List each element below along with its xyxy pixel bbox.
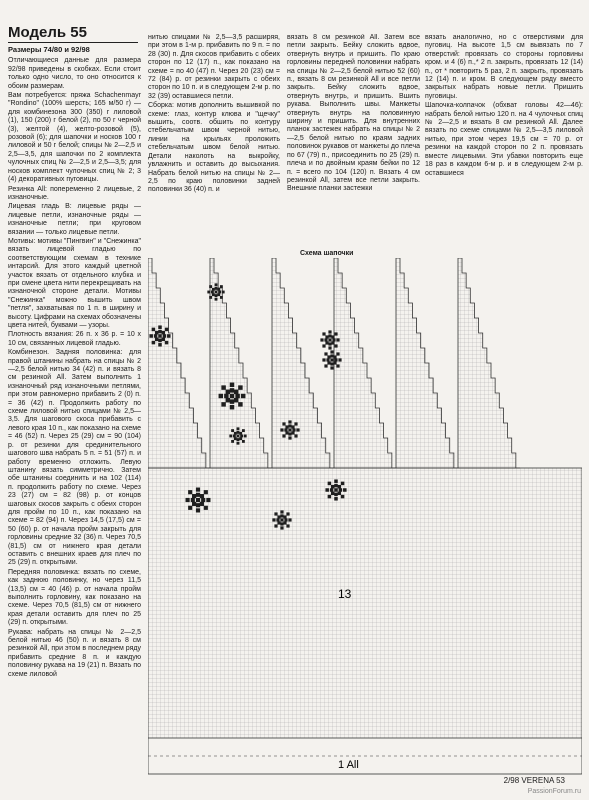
motif-stitch [325, 335, 328, 338]
motif-stitch [274, 524, 277, 527]
motif-stitch [322, 344, 325, 347]
motif-stitch [231, 429, 234, 432]
snowflake-motif [320, 330, 339, 349]
motif-stitch [237, 427, 240, 430]
motif-stitch [188, 506, 192, 510]
motif-stitch [341, 495, 345, 499]
motif-stitch [219, 394, 223, 398]
motif-stitch [328, 338, 331, 341]
motif-stitch [158, 343, 162, 347]
motif-stitch [162, 331, 166, 335]
motif-stitch [192, 494, 196, 498]
motif-stitch [215, 291, 218, 294]
chart-peak [458, 258, 520, 468]
instructions-column-1 [8, 46, 141, 736]
motif-stitch [204, 506, 208, 510]
motif-stitch [274, 512, 277, 515]
motif-stitch [288, 518, 291, 521]
motif-stitch [220, 285, 223, 288]
motif-stitch [280, 514, 283, 517]
motif-stitch [239, 437, 242, 440]
paragraph: Рукава: набрать на спицы № 2—2,5 белой нитью 46 (50) п. и вязать 8 см резинкой All, при этом в последнем ряду прибавить средние 8 п. и каждую половинку рукава на 19 (21) п. Вязать по схеме лиловой [8, 628, 141, 678]
motif-stitch [325, 488, 329, 492]
motif-stitch [238, 402, 242, 406]
motif-stitch [280, 526, 283, 529]
motif-stitch [328, 495, 332, 499]
sizes-line: Размеры 74/80 и 92/98 [8, 46, 90, 54]
motif-stitch [336, 364, 339, 367]
motif-stitch [330, 488, 334, 492]
motif-stitch [284, 428, 287, 431]
motif-stitch [165, 328, 169, 332]
motif-stitch [237, 435, 240, 438]
motif-stitch [230, 394, 234, 398]
motif-stitch [230, 383, 234, 387]
motif-stitch [237, 442, 240, 445]
page-footer: 2/98 VERENA 53 [503, 776, 565, 785]
motif-stitch [163, 334, 167, 338]
motif-stitch [334, 484, 338, 488]
motif-stitch [204, 490, 208, 494]
instructions-column-4 [425, 34, 583, 279]
motif-stitch [294, 422, 297, 425]
rib-band [148, 738, 582, 774]
motif-stitch [286, 512, 289, 515]
motif-stitch [242, 440, 245, 443]
motif-stitch [167, 334, 171, 338]
motif-stitch [192, 502, 196, 506]
motif-stitch [162, 338, 166, 342]
motif-stitch [234, 432, 237, 435]
motif-stitch [280, 522, 283, 525]
motif-stitch [333, 355, 336, 358]
motif-stitch [230, 388, 234, 392]
motif-stitch [286, 524, 289, 527]
motif-stitch [320, 338, 323, 341]
motif-stitch [241, 394, 245, 398]
motif-stitch [234, 437, 237, 440]
paragraph: вязать 8 см резинкой All. Затем все петли закрыть. Бейку сложить вдвое, отвернуть внутрь и пришить. По краю горловины передней половинки набрать на спицы № 2—2,5 белой нитью 52 (60) п., вязать 8 см резинкой All и все петли закрыть. Бейку сложить вдвое, отвернуть внутрь, и пришить. Вшить рукава. Выполнить швы. Манжеты отвернуть внутрь на половинную ширину и пришить. Для внутренних планок застежек набрать на спицы № 2—2,5 белой нитью по краям задних половинок рукавов от манжеты до плеча по 67 (79) п., присоединить по 25 (29) п. плеча и по двойным краям бейки по 12 п. = всего по 104 (120) п. Вязать 4 см резинкой All, затем все петли закрыть. Внешние планки застежки [287, 34, 420, 193]
motif-stitch [338, 492, 342, 496]
snowflake-motif [322, 350, 341, 369]
motif-stitch [333, 361, 336, 364]
motif-stitch [338, 485, 342, 489]
hat-knitting-chart [148, 258, 582, 778]
chart-peak [272, 258, 334, 468]
motif-stitch [334, 479, 338, 483]
motif-stitch [158, 330, 162, 334]
motif-stitch [188, 490, 192, 494]
motif-stitch [334, 344, 337, 347]
motif-stitch [331, 485, 335, 489]
motif-stitch [229, 435, 232, 438]
chart-peak [334, 258, 396, 468]
motif-stitch [226, 398, 230, 402]
motif-stitch [288, 428, 291, 431]
snowflake-motif [149, 325, 170, 346]
motif-stitch [330, 366, 333, 369]
watermark: PassionForum.ru [527, 788, 581, 795]
paragraph: Сборка: мотив дополнить вышивкой по схеме: глаз, контур клюва и "щечку" вышить, соотв. обшить по контуру стебельчатым швом черной нитью, линии на крыльях проложить стебельчатым швом белой нитью. Детали наколоть на выкройку, увлажнить и оставить до высыхания. Набрать белой нитью на спицы № 2—2,5 по краю половинки задней половинки 36 (40) п. и [148, 102, 280, 194]
paragraph: Отличающиеся данные для размера 92/98 приведены в скобках. Если стоит только одно число, то оно относится к обоим размерам. [8, 57, 141, 90]
motif-stitch [334, 358, 337, 361]
motif-stitch [330, 354, 333, 357]
motif-stitch [294, 434, 297, 437]
motif-stitch [165, 341, 169, 345]
motif-stitch [327, 361, 330, 364]
motif-stitch [218, 291, 221, 294]
motif-stitch [343, 488, 347, 492]
motif-stitch [282, 434, 285, 437]
motif-stitch [285, 425, 288, 428]
motif-stitch [328, 346, 331, 349]
motif-stitch [331, 335, 334, 338]
motif-stitch [291, 431, 294, 434]
motif-stitch [288, 432, 291, 435]
motif-stitch [334, 488, 338, 492]
motif-stitch [191, 498, 195, 502]
motif-stitch [277, 515, 280, 518]
motif-stitch [328, 482, 332, 486]
motif-stitch [277, 521, 280, 524]
motif-stitch [196, 498, 200, 502]
snowflake-motif [207, 283, 224, 300]
motif-stitch [341, 482, 345, 486]
motif-stitch [222, 291, 225, 294]
motif-stitch [324, 364, 327, 367]
snowflake-motif [272, 510, 291, 529]
paragraph: Шапочка-колпачок (обхват головы 42—46): набрать белой нитью 120 п. на 4 чулочных спиц № 2—2,5 и вязать 8 см резинкой All. Далее вязать по схеме спицами № 2,5—3,5 лиловой нитью, при этом через 19,5 см = 70 р. от резинки на каждой сторон по 2 п. провязать вместе лицевыми. Эти убавки повторить еще 18 раз в каждом 6-м р. и в следующем 2-м р. оставшиеся [425, 102, 583, 177]
motif-stitch [324, 338, 327, 341]
motif-stitch [231, 440, 234, 443]
motif-stitch [207, 291, 210, 294]
motif-stitch [211, 291, 214, 294]
motif-stitch [285, 431, 288, 434]
motif-stitch [217, 293, 220, 296]
motif-stitch [283, 521, 286, 524]
motif-stitch [235, 394, 239, 398]
motif-stitch [280, 428, 283, 431]
motif-stitch [212, 293, 215, 296]
motif-stitch [233, 435, 236, 438]
motif-stitch [336, 352, 339, 355]
motif-stitch [325, 341, 328, 344]
motif-stitch [237, 438, 240, 441]
motif-stitch [240, 435, 243, 438]
motif-stitch [330, 362, 333, 365]
motif-stitch [201, 498, 205, 502]
motif-stitch [200, 494, 204, 498]
motif-stitch [276, 518, 279, 521]
motif-stitch [338, 358, 341, 361]
motif-stitch [158, 325, 162, 329]
chart-grid-body [148, 468, 582, 758]
motif-stitch [280, 510, 283, 513]
motif-stitch [221, 385, 225, 389]
motif-stitch [328, 342, 331, 345]
motif-stitch [154, 334, 158, 338]
motif-stitch [196, 503, 200, 507]
motif-stitch [242, 429, 245, 432]
paragraph: Лицевая гладь В: лицевые ряды — лицевые петли, изнаночные ряды — изнаночные петли; при круговом вязании — только лицевые петли. [8, 203, 141, 236]
motif-stitch [334, 493, 338, 497]
paragraph: Плотность вязания: 26 п. х 36 р. = 10 х 10 см, связанных лицевой гладью. [8, 331, 141, 347]
motif-stitch [226, 390, 230, 394]
motif-stitch [331, 341, 334, 344]
motif-stitch [327, 355, 330, 358]
motif-stitch [324, 352, 327, 355]
motif-stitch [209, 285, 212, 288]
motif-stitch [283, 515, 286, 518]
paragraph: нитью спицами № 2,5—3,5 расширяя, при этом в 1-м р. прибавить по 9 п. = по 28 (30) п. Для скосов прибавить с обеих сторон по 12 (17) п., как показано на схеме = по 40 (47) п. Через 20 (23) см = 72 (84) р. от резинки закрыть с обеих сторон по 10 п. и в следующем 2-м р. по 32 (39) оставшиеся петли. [148, 34, 280, 100]
paragraph: Вам потребуется: пряжа Schachenmayr "Rondino" (100% шерсть; 165 м/50 г) — для комбинезона 300 (350) г лиловой (1), 150 (200) г белой (2), по 50 г черной (3), желтой (4), желто-розовой (5), розовой (6); для шапочки и носков 100 г лиловой и 50 г белой; спицы № 2—2,5 и 2,5—3,5, для шапочки по 2 комплекта чулочных спиц № 2—2,5 и 2,5—3,5; для носков комплект чулочных спиц № 2; 3 (4) декоративных пуговицы. [8, 92, 141, 184]
paragraph: Мотивы: мотивы "Пингвин" и "Снежинка" вязать лицевой гладью по соответствующим схемам в технике интарсий. Для этого каждый цветной участок вязать от отдельного клубка и при смене цвета нити перекрещивать на изнаночной стороне детали. Мотивы "Снежинка" можно вышить швом "петля", захватывая по 1 п. в ширину и высоту. Цифрами на схемах обозначены цвета нитей, буквами — узоры. [8, 237, 141, 329]
motif-stitch [331, 492, 335, 496]
motif-stitch [152, 341, 156, 345]
rib-label: 1 All [338, 759, 359, 771]
motif-stitch [230, 399, 234, 403]
motif-stitch [291, 425, 294, 428]
motif-stitch [215, 294, 218, 297]
motif-stitch [292, 428, 295, 431]
motif-stitch [209, 296, 212, 299]
paragraph: Резинка All: попеременно 2 лицевые, 2 изнаночные. [8, 185, 141, 201]
motif-stitch [234, 390, 238, 394]
snowflake-motif [229, 427, 246, 444]
motif-stitch [239, 432, 242, 435]
motif-stitch [217, 288, 220, 291]
motif-stitch [284, 518, 287, 521]
motif-stitch [330, 350, 333, 353]
motif-stitch [272, 518, 275, 521]
motif-stitch [282, 422, 285, 425]
motif-stitch [196, 488, 200, 492]
chart-peak [396, 258, 458, 468]
model-title: Модель 55 [8, 24, 138, 43]
motif-stitch [288, 420, 291, 423]
snowflake-motif [219, 383, 246, 410]
motif-stitch [244, 435, 247, 438]
motif-stitch [336, 338, 339, 341]
paragraph: Передняя половинка: вязать по схеме, как заднюю половинку, но через 11,5 (13,5) см = 40 (46) р. от начала пройм выполнить горловину, как показано на схеме. Через 70,5 (81,5) см от нижнего края детали оставить для плеч по 25 (29) п. открытыми. [8, 568, 141, 627]
motif-stitch [196, 508, 200, 512]
motif-stitch [332, 338, 335, 341]
motif-stitch [215, 298, 218, 301]
motif-stitch [238, 385, 242, 389]
motif-stitch [280, 518, 283, 521]
motif-stitch [215, 283, 218, 286]
motif-stitch [221, 402, 225, 406]
chart-svg [148, 258, 582, 778]
motif-stitch [155, 338, 159, 342]
motif-stitch [158, 334, 162, 338]
motif-stitch [288, 436, 291, 439]
motif-stitch [322, 332, 325, 335]
motif-stitch [215, 287, 218, 290]
motif-stitch [322, 358, 325, 361]
motif-stitch [330, 358, 333, 361]
motif-stitch [296, 428, 299, 431]
paragraph: вязать аналогично, но с отверстиями для пуговиц. На высоте 1,5 см вывязать по 7 отверстий: провязать со стороны горловины кром. и 4 (6) п.,* 2 п. закрыть, провязать 12 (14) п., от * повторить 5 раз, 2 п. закрыть, провязать 12 (14) п. и кром. В следующем ряду вместо закрытых набрать новые петли. Пришить пуговицы. [425, 34, 583, 100]
instructions-column-2 [148, 34, 280, 244]
motif-stitch [220, 296, 223, 299]
row-label: 13 [338, 587, 352, 601]
motif-stitch [334, 497, 338, 501]
motif-stitch [230, 405, 234, 409]
snowflake-motif [325, 479, 346, 500]
motif-stitch [339, 488, 343, 492]
motif-stitch [224, 394, 228, 398]
motif-stitch [158, 339, 162, 343]
snowflake-motif [186, 488, 211, 513]
chart-peak [148, 258, 210, 468]
motif-stitch [200, 502, 204, 506]
motif-stitch [155, 331, 159, 335]
motif-stitch [186, 498, 190, 502]
motif-stitch [328, 330, 331, 333]
snowflake-motif [280, 420, 299, 439]
motif-stitch [234, 398, 238, 402]
motif-stitch [328, 334, 331, 337]
motif-stitch [196, 493, 200, 497]
paragraph: Комбинезон. Задняя половинка: для правой штанины набрать на спицы № 2—2,5 белой нитью 34 (42) п. и вязать 8 см резинкой All. Затем выполнить 1 изнаночный ряд изнаночными петлями, при этом равномерно прибавить 2 (0) п. = 36 (42) п. Продолжить работу по схеме лиловой нитью спицами № 2,5—3,5. Для шагового скоса прибавить с левого края 10 п., как показано на схеме = 46 (52) п. Через 25 (29) см = 90 (104) р. от резинки для срединительного шагового шва набрать 5 п. = 51 (57) п. и работу временно отложить. Левую штанину вязать симметрично. Затем обе штанины соединить и на 102 (114) п. продолжить работу по схеме. Через 23 (27) см = 82 (98) р. от концов шаговых скосов закрыть с обеих сторон для пройм по 10 п., как показано на схеме = 82 (94) п. Через 14,5 (17,5) см = 50 (60) р. от начала пройм закрыть для горловины средние 32 (36) п. Через 70,5 (81,5) см от нижнего края детали оставить с внешних краев для плеч по 25 (29) п. открытыми. [8, 349, 141, 567]
motif-stitch [326, 358, 329, 361]
chart-title: Схема шапочки [300, 250, 354, 257]
instructions-column-3 [287, 34, 420, 249]
motif-stitch [152, 328, 156, 332]
motif-stitch [212, 288, 215, 291]
motif-stitch [237, 431, 240, 434]
motif-stitch [206, 498, 210, 502]
motif-stitch [149, 334, 153, 338]
motif-stitch [288, 424, 291, 427]
motif-stitch [334, 332, 337, 335]
